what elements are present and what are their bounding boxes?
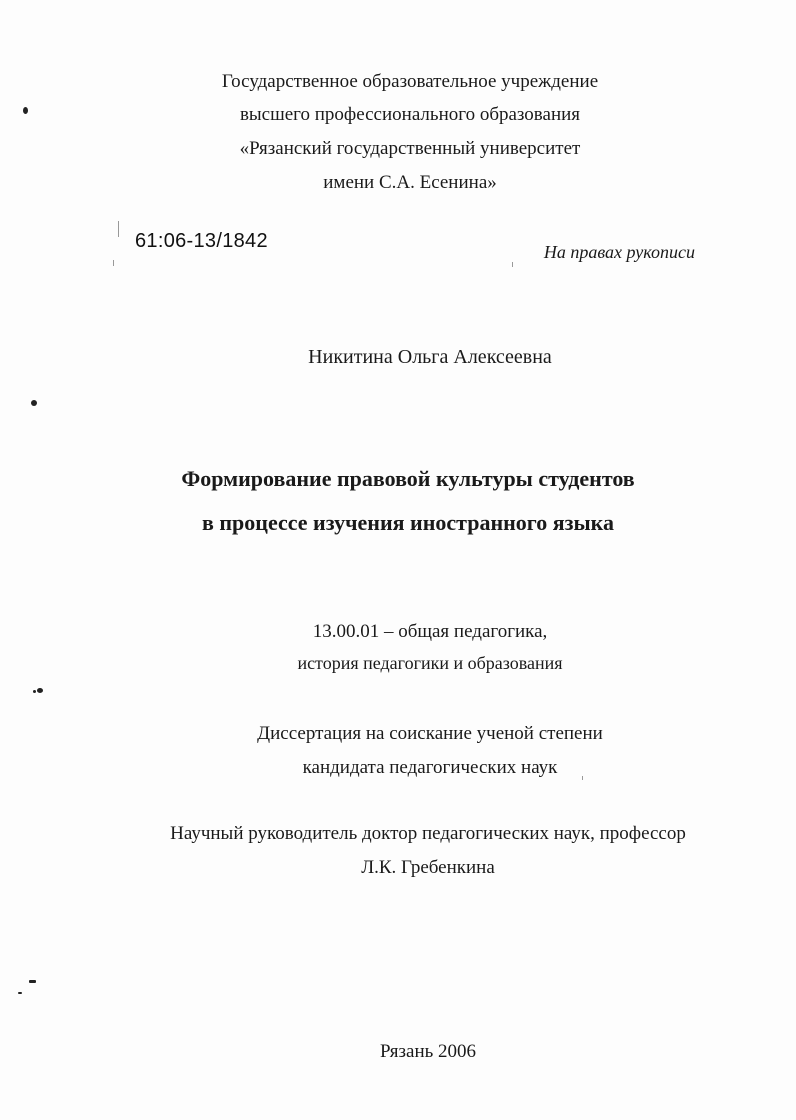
supervisor-line-2: Л.К. Гребенкина <box>361 857 495 878</box>
scan-mark <box>118 221 119 237</box>
scan-mark <box>113 260 114 266</box>
specialty-line-2: история педагогики и образования <box>297 653 563 673</box>
city-year: Рязань 2006 <box>379 1041 477 1062</box>
institution-line-1: Государственное образовательное учреждение <box>221 71 599 92</box>
degree-line-1: Диссертация на соискание ученой степени <box>257 723 603 744</box>
thesis-title-line-1: Формирование правовой культуры студентов <box>181 466 635 491</box>
catalog-stamp-code: 61:06-13/1842 <box>135 230 268 252</box>
scan-speck <box>23 107 28 114</box>
thesis-title-line-2: в процессе изучения иностранного языка <box>201 510 615 535</box>
scan-mark <box>512 262 513 267</box>
specialty-line-1: 13.00.01 – общая педагогика, <box>312 621 548 642</box>
scan-speck <box>29 980 36 983</box>
rights-note: На правах рукописи <box>543 242 695 262</box>
scan-speck <box>37 688 43 693</box>
supervisor-line-1: Научный руководитель доктор педагогических наук, профессор <box>170 823 686 844</box>
scan-speck <box>33 690 36 693</box>
scan-speck <box>18 992 22 994</box>
institution-line-2: высшего профессионального образования <box>239 104 581 125</box>
scan-mark <box>582 776 583 780</box>
scan-speck <box>31 400 37 406</box>
institution-line-4: имени С.А. Есенина» <box>323 172 497 193</box>
author-name: Никитина Ольга Алексеевна <box>308 346 552 368</box>
degree-line-2: кандидата педагогических наук <box>302 757 558 778</box>
institution-line-3: «Рязанский государственный университет <box>239 138 581 159</box>
